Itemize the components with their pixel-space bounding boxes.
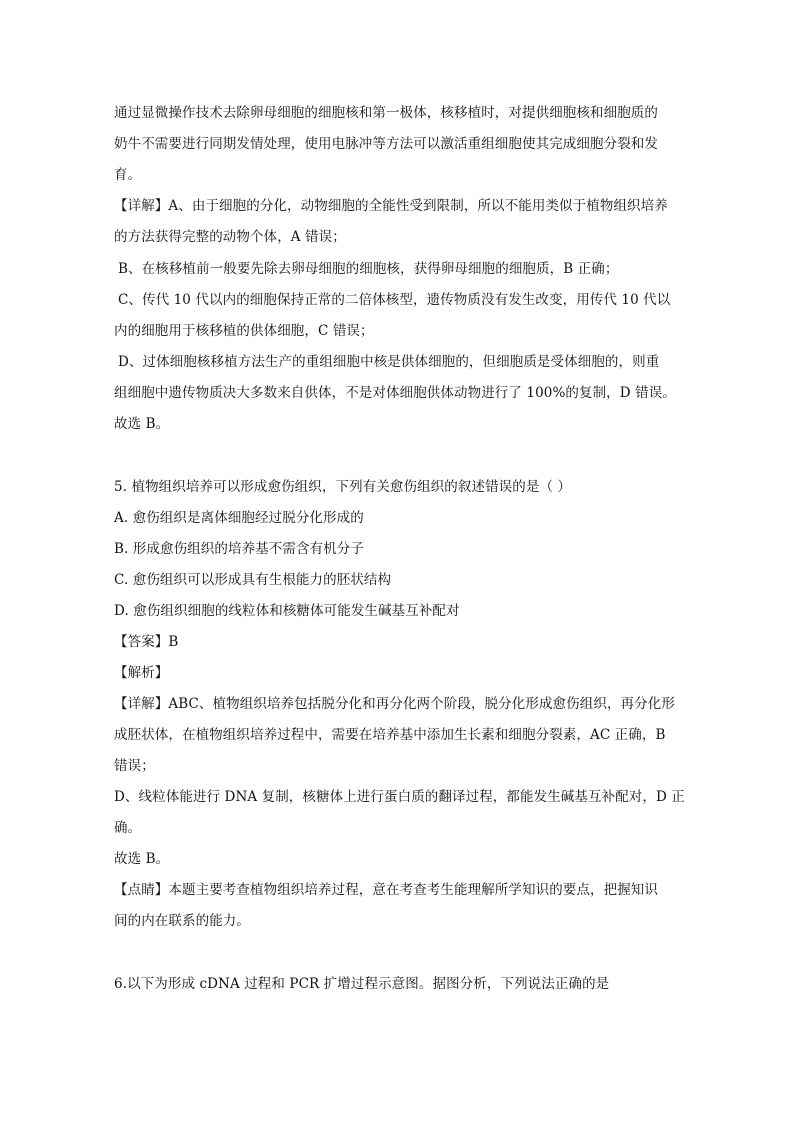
- q5-detail-line-2: 成胚状体，在植物组织培养过程中，需要在培养基中添加生长素和细胞分裂素，AC 正确，B: [114, 727, 666, 743]
- q5-option-c: C. 愈伤组织可以形成具有生根能力的胚状结构: [114, 572, 392, 588]
- q5-option-a: A. 愈伤组织是离体细胞经过脱分化形成的: [114, 510, 364, 526]
- q4-detail-d-line-2: 组细胞中遗传物质决大多数来自供体，不是对体细胞供体动物进行了 100%的复制，D 错误。: [114, 385, 676, 401]
- continuation-line-3: 育。: [114, 167, 142, 183]
- q5-option-d: D. 愈伤组织细胞的线粒体和核糖体可能发生碱基互补配对: [114, 603, 460, 619]
- q5-answer: 【答案】B: [114, 634, 179, 650]
- q5-stem: 5. 植物组织培养可以形成愈伤组织，下列有关愈伤组织的叙述错误的是（ ）: [114, 479, 572, 495]
- q5-detail-line-3: 错误；: [114, 758, 155, 774]
- continuation-line-2: 奶牛不需要进行同期发情处理，使用电脉冲等方法可以激活重组细胞使其完成细胞分裂和发: [114, 136, 658, 152]
- q5-detail-line-1: 【详解】ABC、植物组织培养包括脱分化和再分化两个阶段，脱分化形成愈伤组织，再分化形: [114, 696, 675, 712]
- q6-stem: 6.以下为形成 cDNA 过程和 PCR 扩增过程示意图。据图分析，下列说法正确的是: [114, 976, 610, 992]
- q4-detail-c-line-1: C、传代 10 代以内的细胞保持正常的二倍体核型，遗传物质没有发生改变，用传代 10 代以: [118, 292, 671, 308]
- q4-detail-c-line-2: 内的细胞用于核移植的供体细胞，C 错误；: [114, 323, 374, 339]
- q5-option-b: B. 形成愈伤组织的培养基不需含有机分子: [114, 541, 365, 557]
- q5-comment-line-1: 【点睛】本题主要考查植物组织培养过程，意在考查考生能理解所学知识的要点，把握知识: [114, 882, 658, 898]
- continuation-line-1: 通过显微操作技术去除卵母细胞的细胞核和第一极体，核移植时，对提供细胞核和细胞质的: [114, 105, 658, 121]
- q4-detail-d-line-1: D、过体细胞核移植方法生产的重组细胞中核是供体细胞的，但细胞质是受体细胞的，则重: [118, 354, 660, 370]
- q5-comment-line-2: 间的内在联系的能力。: [114, 913, 250, 929]
- q4-detail-a-line-2: 的方法获得完整的动物个体，A 错误；: [114, 229, 346, 245]
- q4-conclusion: 故选 B。: [114, 416, 170, 432]
- q5-analysis-label: 【解析】: [114, 665, 169, 681]
- q5-conclusion: 故选 B。: [114, 851, 170, 867]
- q4-detail-b-line: B、在核移植前一般要先除去卵母细胞的细胞核，获得卵母细胞的细胞质，B 正确；: [118, 261, 619, 277]
- q5-detail-line-5: 确。: [114, 820, 142, 836]
- q5-detail-line-4: D、线粒体能进行 DNA 复制，核糖体上进行蛋白质的翻译过程，都能发生碱基互补配对，D 正: [114, 789, 685, 805]
- q4-detail-a-line-1: 【详解】A、由于细胞的分化，动物细胞的全能性受到限制，所以不能用类似于植物组织培养: [114, 198, 668, 214]
